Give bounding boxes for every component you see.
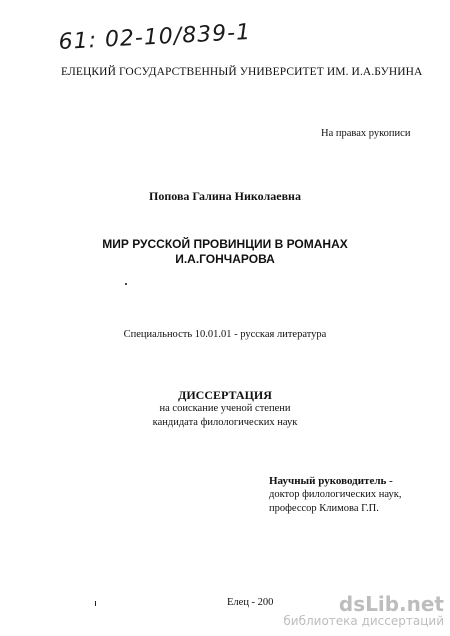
- title-line-1: МИР РУССКОЙ ПРОВИНЦИИ В РОМАНАХ: [102, 237, 348, 251]
- advisor-label: Научный руководитель -: [269, 475, 393, 487]
- advisor-degree: доктор филологических наук,: [269, 489, 402, 500]
- author-name: Попова Галина Николаевна: [149, 189, 301, 203]
- specialty-line: Специальность 10.01.01 - русская литература: [123, 329, 327, 340]
- handwritten-catalog-number: 61: 02-10/839-1: [58, 19, 252, 55]
- watermark-logo: dsLib.net: [338, 592, 444, 616]
- city-year: Елец - 200: [227, 597, 274, 608]
- university-name: ЕЛЕЦКИЙ ГОСУДАРСТВЕННЫЙ УНИВЕРСИТЕТ ИМ. И.А.БУНИНА: [61, 66, 423, 78]
- scan-mark: [95, 601, 96, 606]
- scan-speck: [125, 283, 127, 285]
- advisor-name: профессор Климова Г.П.: [269, 503, 379, 514]
- degree-line-1: на соискание ученой степени: [159, 403, 291, 414]
- watermark-subtitle: библиотека диссертаций: [283, 614, 444, 628]
- dissertation-title: [0, 237, 450, 267]
- rights-notice: На правах рукописи: [321, 128, 411, 139]
- title-line-2: И.А.ГОНЧАРОВА: [175, 252, 275, 266]
- dissertation-label: ДИССЕРТАЦИЯ: [178, 388, 272, 402]
- degree-line-2: кандидата филологических наук: [152, 417, 298, 428]
- site-watermark: [283, 594, 444, 628]
